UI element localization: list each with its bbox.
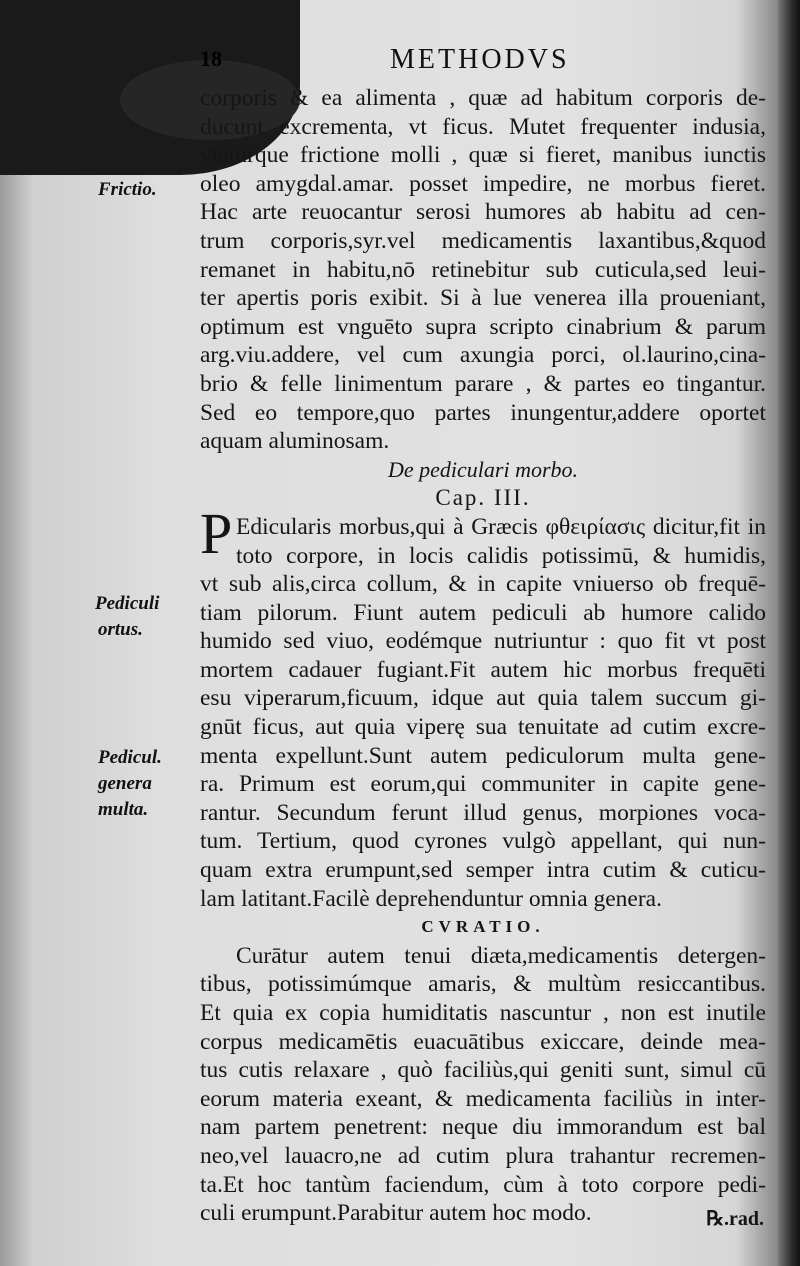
text-line: quam extra erumpunt,sed semper intra cutim & cuticu- — [200, 857, 766, 884]
chapter-title: De pediculari morbo. — [387, 456, 579, 482]
text-line: rantur. Secundum ferunt illud genus, morpiones voca- — [200, 799, 766, 826]
section-heading-curatio: CVRATIO. — [421, 917, 545, 937]
drop-cap: P — [200, 501, 233, 566]
text-line: lam latitant.Facilè deprehenduntur omnia genera. — [200, 885, 662, 912]
text-line: tiam pilorum. Fiunt autem pediculi ab humore calido — [200, 599, 766, 626]
margin-note-ortus: ortus. — [98, 619, 143, 640]
text-line: Sed eo tempore,quo partes inungentur,addere oportet — [200, 399, 766, 426]
text-line: culi erumpunt.Parabitur autem hoc modo. — [200, 1200, 592, 1227]
text-line: toto corpore, in locis calidis potissimū, & humidis, — [236, 542, 766, 569]
margin-note-pediculi: Pediculi — [95, 593, 160, 614]
text-line: trum corporis,syr.vel medicamentis laxantibus,&quod — [200, 227, 766, 254]
main-text-block — [200, 84, 766, 1228]
text-line: brio & felle linimentum parare , & partes eo tingantur. — [200, 370, 766, 397]
page-header — [200, 44, 760, 84]
text-line: vt sub alis,circa collum, & in capite vniuerso ob frequē- — [200, 571, 766, 598]
text-line: esu viperarum,ficuum, idque aut quia talem succum gi- — [200, 685, 766, 712]
text-line: ra. Primum est eorum,qui communiter in capite gene- — [200, 771, 766, 798]
text-line: remanet in habitu,nō retinebitur sub cuticula,sed leui- — [200, 256, 766, 283]
text-line: vtatúrque frictione molli , quæ si fieret, manibus iunctis — [200, 142, 766, 169]
text-line: ta.Et hoc tantùm faciendum, cùm à toto corpore pedi- — [200, 1171, 766, 1198]
text-line: humido sed viuo, eodémque nutriuntur : quo fit vt post — [200, 628, 766, 655]
margin-note-genera: genera — [98, 773, 152, 794]
text-line: optimum est vnguēto supra scripto cinabrium & parum — [200, 313, 766, 340]
chapter-number: Cap. III. — [435, 485, 531, 511]
text-line: tibus, potissimúmque amaris, & multùm resiccantibus. — [200, 971, 766, 998]
text-line: Et quia ex copia humiditatis nascuntur , non est inutile — [200, 1000, 766, 1026]
running-title: METHODVS — [390, 44, 570, 75]
text-line: Curātur autem tenui diæta,medicamentis detergen- — [236, 942, 766, 969]
text-line: aquam aluminosam. — [200, 428, 390, 455]
margin-note-frictio: Frictio. — [98, 179, 157, 200]
margin-note-pedicul: Pedicul. — [98, 747, 162, 768]
text-line: menta expellunt.Sunt autem pediculorum multa gene- — [200, 742, 766, 769]
catchword: ℞.rad. — [706, 1208, 764, 1230]
text-line: Hac arte reuocantur serosi humores ab habitu ad cen- — [200, 199, 766, 226]
text-line: eorum materia exeant, & medicamenta faciliùs in inter- — [200, 1085, 766, 1112]
text-line: tum. Tertium, quod cyrones vulgò appellant, qui nun- — [200, 828, 766, 855]
text-line: tus cutis relaxare , quò faciliùs,qui geniti sunt, simul cū — [200, 1057, 766, 1084]
text-line: Edicularis morbus,qui à Græcis φθειρίασις dicitur,fit in — [236, 513, 766, 540]
text-line: corporis & ea alimenta , quæ ad habitum corporis de- — [200, 85, 766, 111]
text-line: arg.viu.addere, vel cum axungia porci, ol.laurino,cina- — [200, 342, 766, 369]
page-number: 18 — [200, 46, 222, 71]
text-line: nam partem penetrent: neque diu immorandum est bal — [200, 1114, 766, 1141]
text-line: ter apertis poris exibit. Si à lue venerea illa proueniant, — [200, 285, 766, 312]
text-line: ducunt excrementa, vt ficus. Mutet frequenter indusia, — [200, 113, 766, 140]
text-line: gnūt ficus, aut quia viperę sua tenuitate ad cutim excre- — [200, 714, 766, 741]
page-edge-shadow — [778, 0, 800, 1266]
text-line: oleo amygdal.amar. posset impedire, ne morbus fieret. — [200, 170, 766, 197]
text-line: corpus medicamētis euacuātibus exiccare, deinde mea- — [200, 1028, 766, 1055]
text-line: neo,vel lauacro,ne ad cutim plura trahantur recremen- — [200, 1142, 766, 1169]
margin-note-multa: multa. — [98, 799, 149, 820]
text-line: mortem cadauer fugiant.Fit autem hic morbus frequēti — [200, 656, 766, 683]
